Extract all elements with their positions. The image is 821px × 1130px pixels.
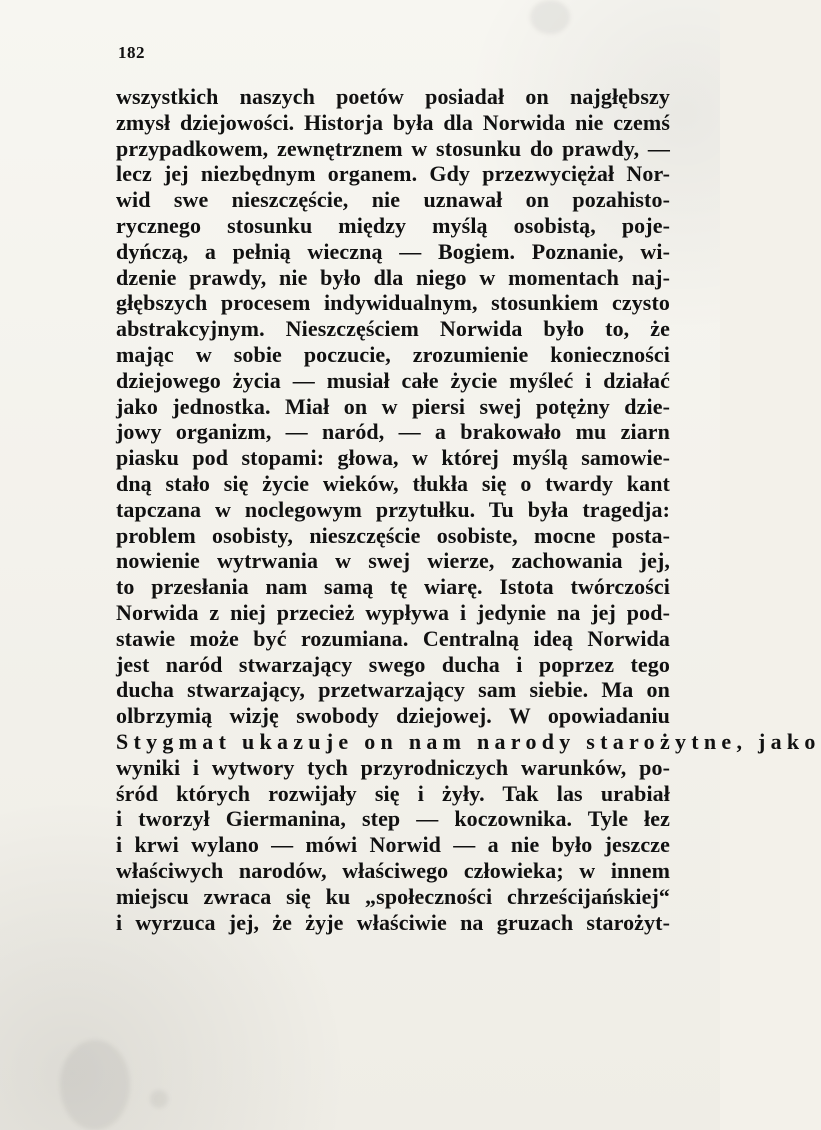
- text-line: problem osobisty, nieszczęście osobiste, mocne posta-: [116, 522, 670, 548]
- text-line: dyńczą, a pełnią wieczną — Bogiem. Poznanie, wi-: [116, 238, 670, 264]
- body-text: [116, 84, 821, 935]
- text-line: wyniki i wytwory tych przyrodniczych warunków, po-: [116, 754, 670, 780]
- text-line: rycznego stosunku między myślą osobistą, poje-: [116, 212, 670, 238]
- text-line: abstrakcyjnym. Nieszczęściem Norwida było to, że: [116, 316, 670, 342]
- text-line: wid swe nieszczęście, nie uznawał on pozahisto-: [116, 187, 670, 213]
- text-line: dną stało się życie wieków, tłukła się o twardy kant: [116, 470, 670, 496]
- text-line: jako jednostka. Miał on w piersi swej potężny dzie-: [116, 393, 670, 419]
- text-line: nowienie wytrwania w swej wierze, zachowania jej,: [116, 548, 670, 574]
- text-line: piasku pod stopami: głowa, w której myślą samowie-: [116, 445, 670, 471]
- text-line: to przesłania nam samą tę wiarę. Istota twórczości: [116, 574, 670, 600]
- paper-stain: [60, 1040, 130, 1130]
- text-line: ducha stwarzający, przetwarzający sam siebie. Ma on: [116, 677, 670, 703]
- text-line: lecz jej niezbędnym organem. Gdy przezwyciężał Nor-: [116, 161, 670, 187]
- text-line: i krwi wylano — mówi Norwid — a nie było jeszcze: [116, 832, 670, 858]
- text-line: śród których rozwijały się i żyły. Tak las urabiał: [116, 780, 670, 806]
- text-line: tapczana w noclegowym przytułku. Tu była tragedja:: [116, 496, 670, 522]
- text-line: Stygmat ukazuje on nam narody starożytne, jako: [116, 728, 821, 754]
- text-line: dziejowego życia — musiał całe życie myśleć i działać: [116, 367, 670, 393]
- text-line: miejscu zwraca się ku „społeczności chrześcijańskiej“: [116, 883, 670, 909]
- text-line: jowy organizm, — naród, — a brakowało mu ziarn: [116, 419, 670, 445]
- text-line: wszystkich naszych poetów posiadał on najgłębszy: [116, 84, 670, 109]
- text-line: mając w sobie poczucie, zrozumienie konieczności: [116, 341, 670, 367]
- text-line: zmysł dziejowości. Historja była dla Norwida nie czemś: [116, 109, 670, 135]
- text-line: jest naród stwarzający swego ducha i poprzez tego: [116, 651, 670, 677]
- page-number: 182: [118, 43, 145, 62]
- text-line: i tworzył Giermanina, step — koczownika. Tyle łez: [116, 806, 670, 832]
- text-line: i wyrzuca jej, że żyje właściwie na gruzach starożyt-: [116, 909, 670, 935]
- text-line: stawie może być rozumiana. Centralną ideą Norwida: [116, 625, 670, 651]
- paper-stain: [530, 0, 570, 34]
- paper-stain: [150, 1090, 168, 1108]
- text-line: przypadkowem, zewnętrznem w stosunku do prawdy, —: [116, 135, 670, 161]
- text-line: Norwida z niej przecież wypływa i jedynie na jej pod-: [116, 599, 670, 625]
- text-line: właściwych narodów, właściwego człowieka; w innem: [116, 857, 670, 883]
- text-line: głębszych procesem indywidualnym, stosunkiem czysto: [116, 290, 670, 316]
- text-line: dzenie prawdy, nie było dla niego w momentach naj-: [116, 264, 670, 290]
- text-line: olbrzymią wizję swobody dziejowej. W opowiadaniu: [116, 703, 670, 729]
